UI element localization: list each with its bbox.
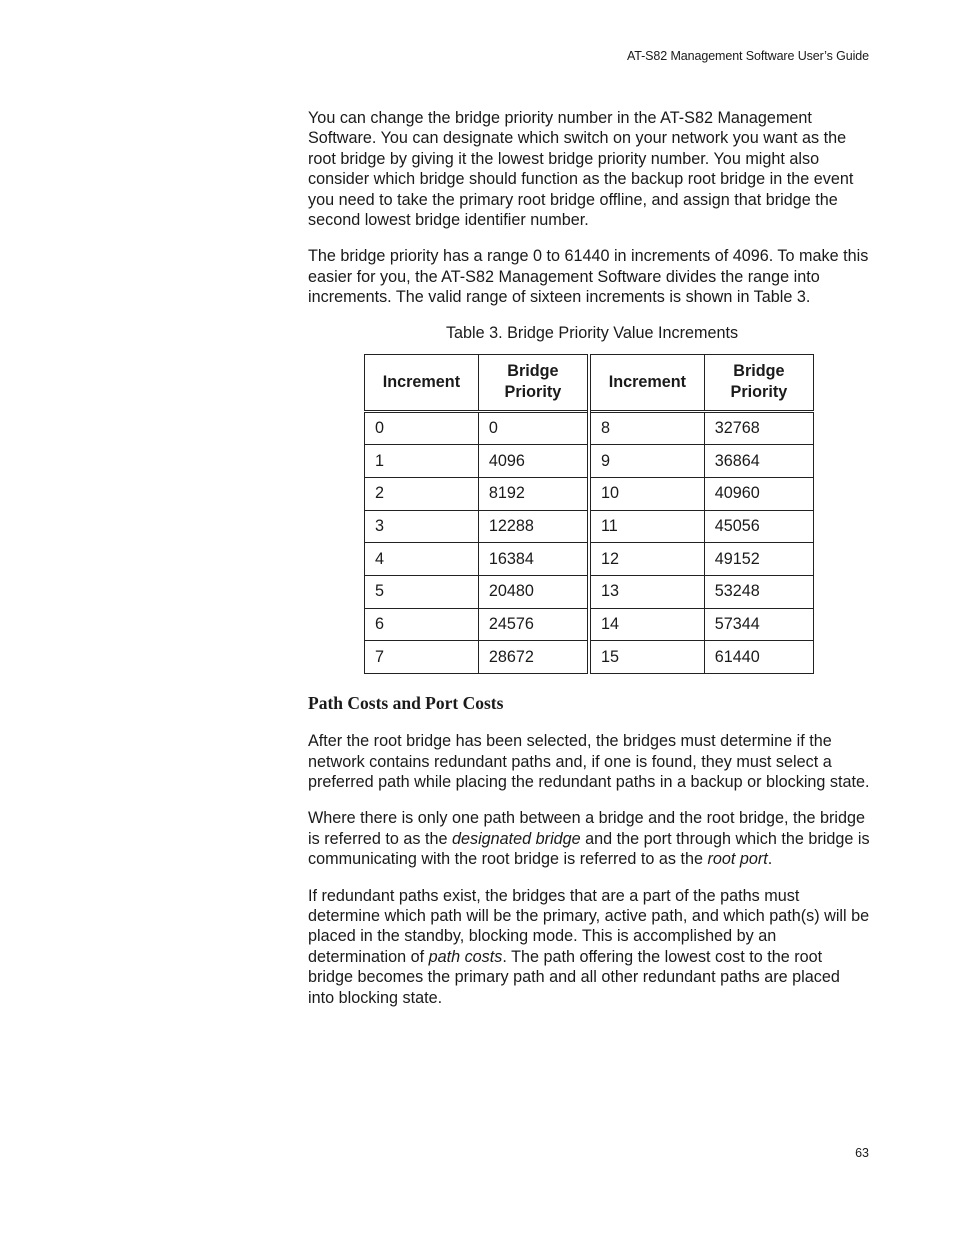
table-cell: 20480 bbox=[478, 576, 589, 609]
text-run: . The path offering the lowest cost to the root bridge becomes the primary path and all other redundant paths are placed into blocking state. bbox=[308, 947, 840, 1007]
table-row bbox=[365, 510, 814, 543]
table-cell: 16384 bbox=[478, 543, 589, 576]
table-row bbox=[365, 608, 814, 641]
table-row bbox=[365, 641, 814, 674]
table-row bbox=[365, 543, 814, 576]
table-row bbox=[365, 411, 814, 445]
table-cell: 53248 bbox=[704, 576, 813, 609]
term-path-costs: path costs bbox=[428, 947, 503, 966]
table-cell: 12288 bbox=[478, 510, 589, 543]
table-cell: 32768 bbox=[704, 411, 813, 445]
table-cell: 7 bbox=[365, 641, 479, 674]
term-root-port: root port bbox=[707, 850, 768, 869]
table-cell: 11 bbox=[589, 510, 704, 543]
text-run: If redundant paths exist, the bridges that are a part of the paths must determine which path will be the primary, active path, and which path(s) will be placed in the standby, blocking mode. This is accomplished by an determination of bbox=[308, 886, 870, 966]
table-cell: 4096 bbox=[478, 445, 589, 478]
header-increment-1: Increment bbox=[365, 354, 479, 411]
table-cell: 45056 bbox=[704, 510, 813, 543]
table-caption: Table 3. Bridge Priority Value Increments bbox=[445, 323, 739, 342]
table-cell: 61440 bbox=[704, 641, 813, 674]
table-cell: 5 bbox=[365, 576, 479, 609]
header-increment-2: Increment bbox=[589, 354, 704, 411]
header-bridge-priority-2: Bridge Priority bbox=[704, 354, 813, 411]
table-row bbox=[365, 478, 814, 511]
text-run: . bbox=[767, 850, 773, 869]
table-row bbox=[365, 445, 814, 478]
section-heading: Path Costs and Port Costs bbox=[308, 693, 504, 714]
table-cell: 9 bbox=[589, 445, 704, 478]
table-cell: 57344 bbox=[704, 608, 813, 641]
table-cell: 0 bbox=[478, 411, 589, 445]
term-designated-bridge: designated bridge bbox=[451, 829, 581, 848]
running-header: AT-S82 Management Software User’s Guide bbox=[626, 49, 869, 63]
table-cell: 8192 bbox=[478, 478, 589, 511]
table-header-row bbox=[365, 354, 814, 411]
table-cell: 28672 bbox=[478, 641, 589, 674]
intro-paragraph-2: The bridge priority has a range 0 to 61440 in increments of 4096. To make this easier for you, the AT-S82 Management Software divides the range into increments. The valid range of sixteen increments is shown in Table 3. bbox=[308, 247, 869, 307]
table-cell: 4 bbox=[365, 543, 479, 576]
bridge-priority-table bbox=[364, 354, 814, 675]
section-paragraph-1: After the root bridge has been selected, the bridges must determine if the network contains redundant paths and, if one is found, they must select a preferred path while placing the redundant paths in a backup or blocking state. bbox=[308, 732, 870, 791]
header-bridge-priority-1: Bridge Priority bbox=[478, 354, 589, 411]
table-cell: 49152 bbox=[704, 543, 813, 576]
table-cell: 8 bbox=[589, 411, 704, 445]
table-cell: 40960 bbox=[704, 478, 813, 511]
table-cell: 15 bbox=[589, 641, 704, 674]
table-cell: 6 bbox=[365, 608, 479, 641]
section-paragraph-3 bbox=[308, 886, 870, 1008]
table-cell: 3 bbox=[365, 510, 479, 543]
intro-paragraph-1: You can change the bridge priority number in the AT-S82 Management Software. You can designate which switch on your network you want as the root bridge by giving it the lowest bridge priority number. You might also consider which bridge should function as the backup root bridge in the event you need to take the primary root bridge offline, and assign that bridge the second lowest bridge identifier number. bbox=[308, 109, 854, 230]
text-run: and the port through which the bridge is communicating with the root bridge is referred to as the bbox=[308, 829, 870, 869]
section-paragraph-2 bbox=[308, 808, 870, 869]
table-cell: 10 bbox=[589, 478, 704, 511]
table-cell: 36864 bbox=[704, 445, 813, 478]
table-cell: 0 bbox=[365, 411, 479, 445]
table-cell: 12 bbox=[589, 543, 704, 576]
text-run: Where there is only one path between a bridge and the root bridge, the bridge is referred to as the bbox=[308, 809, 866, 848]
page-content bbox=[308, 108, 870, 1024]
table-row bbox=[365, 576, 814, 609]
table-cell: 14 bbox=[589, 608, 704, 641]
table-cell: 1 bbox=[365, 445, 479, 478]
page-number: 63 bbox=[855, 1146, 869, 1160]
table-cell: 24576 bbox=[478, 608, 589, 641]
table-cell: 2 bbox=[365, 478, 479, 511]
table-cell: 13 bbox=[589, 576, 704, 609]
